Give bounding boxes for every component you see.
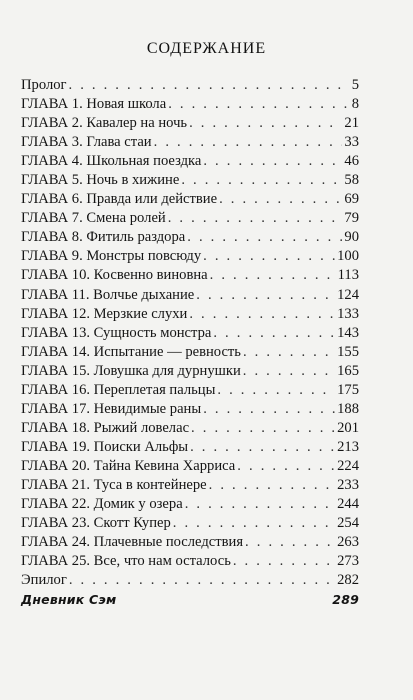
- dot-leader: [189, 305, 335, 324]
- toc-entry-diary: [21, 590, 359, 609]
- toc-entry-page: 175: [337, 381, 359, 398]
- toc-entry-page: 5: [351, 77, 359, 93]
- toc-entry-page: 90: [344, 229, 359, 246]
- toc-entry-page: 224: [337, 457, 359, 474]
- toc-entry-chapter-17: [21, 400, 359, 419]
- toc-entry-epilogue: [21, 571, 359, 590]
- dot-leader: [203, 152, 342, 171]
- toc-entry-title: ГЛАВА 4. Школьная поездка: [21, 153, 202, 170]
- toc-entry-page: 133: [337, 305, 359, 322]
- dot-leader: [233, 552, 335, 571]
- toc-entry-page: 233: [337, 476, 359, 493]
- dot-leader: [203, 247, 335, 266]
- toc-entry-title: ГЛАВА 14. Испытание — ревность: [21, 343, 241, 360]
- toc-entry-title: Эпилог: [21, 572, 67, 589]
- toc-entry-page: 69: [344, 191, 359, 208]
- toc-entry-title: ГЛАВА 7. Смена ролей: [21, 210, 166, 227]
- toc-entry-chapter-20: [21, 457, 359, 476]
- toc-entry-title: ГЛАВА 10. Косвенно виновна: [21, 267, 208, 284]
- dot-leader: [243, 362, 335, 381]
- toc-entry-chapter-11: [21, 286, 359, 305]
- dot-leader: [203, 400, 335, 419]
- page-title: СОДЕРЖАНИЕ: [146, 40, 267, 57]
- toc-entry-title: ГЛАВА 1. Новая школа: [21, 96, 167, 113]
- toc-entry-title: ГЛАВА 20. Тайна Кевина Харриса: [21, 457, 236, 474]
- dot-leader: [189, 114, 342, 133]
- toc-entry-title: ГЛАВА 19. Поиски Альфы: [21, 438, 189, 455]
- dot-leader: [209, 476, 335, 495]
- toc-entry-chapter-23: [21, 514, 359, 533]
- dot-leader: [168, 209, 343, 228]
- dot-leader: [219, 190, 342, 209]
- toc-entry-page: 143: [337, 324, 359, 341]
- dot-leader: [191, 419, 335, 438]
- toc-entry-title: ГЛАВА 2. Кавалер на ночь: [21, 115, 188, 132]
- dot-leader: [213, 324, 335, 343]
- toc-entry-title: ГЛАВА 22. Домик у озера: [21, 496, 183, 513]
- toc-entry-chapter-13: [21, 324, 359, 343]
- toc-entry-chapter-8: [21, 228, 359, 247]
- dot-leader: [190, 438, 335, 457]
- toc-entry-page: 8: [351, 96, 359, 113]
- toc-entry-page: 165: [337, 362, 359, 379]
- toc-entry-page: 100: [337, 248, 359, 265]
- toc-entry-page: 33: [344, 134, 359, 151]
- toc-entry-page: 201: [337, 419, 359, 436]
- toc-entry-page: 213: [337, 438, 359, 455]
- toc-entry-page: 188: [337, 400, 359, 417]
- toc-entry-chapter-16: [21, 381, 359, 400]
- dot-leader: [243, 343, 335, 362]
- toc-entry-chapter-19: [21, 438, 359, 457]
- toc-entry-chapter-1: [21, 95, 359, 114]
- toc-entry-page: 289: [332, 592, 359, 608]
- toc-entry-chapter-24: [21, 533, 359, 552]
- dot-leader: [173, 514, 335, 533]
- toc-entry-title: Дневник Сэм: [21, 592, 117, 608]
- dot-leader: [237, 457, 335, 476]
- toc-entry-title: Пролог: [21, 77, 67, 93]
- toc-entry-chapter-10: [21, 266, 359, 285]
- toc-entry-page: 244: [337, 496, 359, 513]
- toc-entry-title: ГЛАВА 12. Мерзкие слухи: [21, 305, 188, 322]
- dot-leader: [69, 76, 350, 95]
- toc-entry-chapter-12: [21, 305, 359, 324]
- toc-entry-chapter-4: [21, 152, 359, 171]
- toc-entry-chapter-15: [21, 362, 359, 381]
- toc-entry-chapter-3: [21, 133, 359, 152]
- toc-entry-chapter-25: [21, 552, 359, 571]
- toc-entry-chapter-18: [21, 419, 359, 438]
- toc-entry-chapter-2: [21, 114, 359, 133]
- toc-entry-title: ГЛАВА 11. Волчье дыхание: [21, 286, 195, 303]
- toc-entry-title: ГЛАВА 13. Сущность монстра: [21, 324, 212, 341]
- toc-entry-page: 263: [337, 534, 359, 551]
- toc-entry-page: 113: [337, 267, 359, 284]
- toc-entry-page: 273: [337, 553, 359, 570]
- toc-entry-title: ГЛАВА 21. Туса в контейнере: [21, 476, 207, 493]
- dot-leader: [168, 95, 350, 114]
- toc-entry-chapter-6: [21, 190, 359, 209]
- toc-entry-title: ГЛАВА 24. Плачевные последствия: [21, 534, 244, 551]
- toc-entry-title: ГЛАВА 23. Скотт Купер: [21, 515, 171, 532]
- toc-entry-prologue: [21, 76, 359, 95]
- table-of-contents: [21, 76, 359, 609]
- toc-entry-chapter-5: [21, 171, 359, 190]
- toc-entry-title: ГЛАВА 18. Рыжий ловелас: [21, 419, 190, 436]
- toc-entry-page: 46: [344, 153, 359, 170]
- dot-leader: [217, 381, 335, 400]
- dot-leader: [185, 495, 335, 514]
- dot-leader: [196, 286, 335, 305]
- toc-entry-page: 254: [337, 515, 359, 532]
- toc-entry-title: ГЛАВА 6. Правда или действие: [21, 191, 218, 208]
- toc-entry-page: 79: [344, 210, 359, 227]
- toc-entry-chapter-21: [21, 476, 359, 495]
- toc-entry-title: ГЛАВА 9. Монстры повсюду: [21, 248, 202, 265]
- toc-entry-chapter-7: [21, 209, 359, 228]
- toc-entry-page: 21: [344, 115, 359, 132]
- toc-entry-title: ГЛАВА 16. Переплетая пальцы: [21, 381, 216, 398]
- toc-entry-title: ГЛАВА 3. Глава стаи: [21, 134, 152, 151]
- dot-leader: [69, 571, 335, 590]
- toc-entry-chapter-9: [21, 247, 359, 266]
- toc-entry-chapter-14: [21, 343, 359, 362]
- dot-leader: [245, 533, 335, 552]
- dot-leader: [181, 171, 342, 190]
- toc-entry-title: ГЛАВА 17. Невидимые раны: [21, 400, 202, 417]
- dot-leader: [154, 133, 343, 152]
- toc-entry-title: ГЛАВА 8. Фитиль раздора: [21, 229, 186, 246]
- toc-entry-chapter-22: [21, 495, 359, 514]
- toc-entry-page: 124: [337, 286, 359, 303]
- toc-entry-page: 58: [344, 172, 359, 189]
- toc-entry-page: 282: [337, 572, 359, 589]
- dot-leader: [187, 228, 342, 247]
- toc-entry-title: ГЛАВА 15. Ловушка для дурнушки: [21, 362, 241, 379]
- toc-entry-title: ГЛАВА 25. Все, что нам осталось: [21, 553, 231, 570]
- dot-leader: [210, 266, 336, 285]
- toc-entry-page: 155: [337, 343, 359, 360]
- toc-entry-title: ГЛАВА 5. Ночь в хижине: [21, 172, 180, 189]
